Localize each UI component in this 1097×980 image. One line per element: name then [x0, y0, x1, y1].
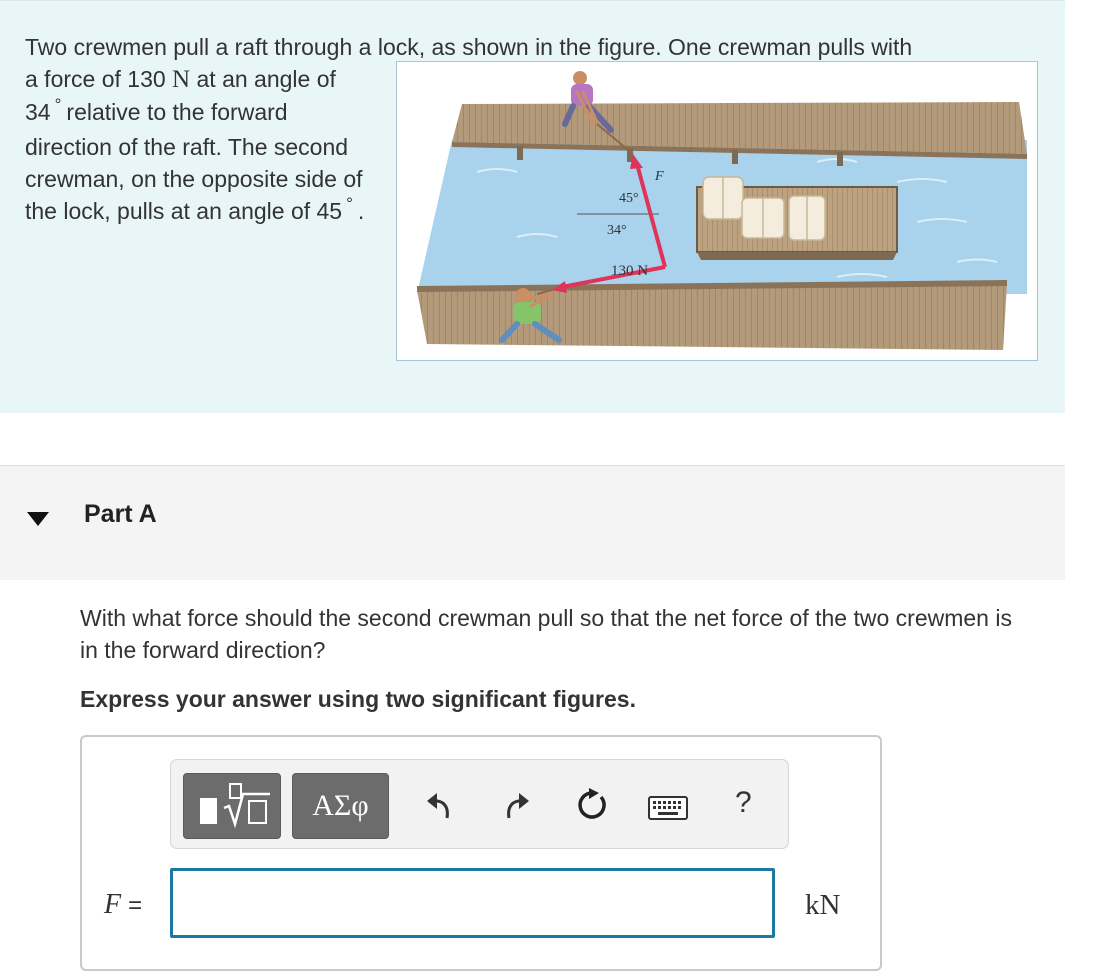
redo-icon[interactable]	[501, 790, 531, 820]
help-button[interactable]: ?	[735, 786, 752, 819]
force-unit: N	[172, 66, 191, 93]
degree-symbol-2: °	[346, 194, 353, 213]
problem-text-b: at an angle of 34	[25, 66, 336, 125]
problem-text-c: relative to the forward direction of the raft. The second crewman, on the opposite side of the lock, pulls at an angle of 45	[25, 99, 363, 224]
answer-variable: F	[104, 889, 122, 920]
templates-button[interactable]	[183, 773, 281, 839]
keyboard-icon[interactable]	[648, 796, 688, 820]
lock-figure	[396, 61, 1038, 361]
problem-text-lead: Two crewmen pull a raft through a lock, as shown in the figure. One crewman pulls with	[25, 34, 913, 60]
collapse-triangle-icon[interactable]	[25, 508, 51, 530]
question-text: With what force should the second crewman pull so that the net force of the two crewmen is in the forward direction?	[80, 605, 1012, 663]
part-a-header[interactable]	[0, 465, 1065, 580]
problem-text-end: .	[357, 198, 365, 224]
answer-variable-label	[104, 889, 142, 921]
math-toolbar	[170, 759, 789, 849]
label-force-f: F	[655, 169, 664, 184]
answer-box	[80, 735, 882, 971]
greek-symbols-button[interactable]: ΑΣφ	[292, 773, 389, 839]
label-magnitude: 130 N	[611, 263, 649, 279]
answer-instruction: Express your answer using two significant figures.	[80, 686, 636, 712]
part-title: Part A	[84, 500, 157, 528]
problem-text-body	[25, 63, 380, 230]
undo-icon[interactable]	[425, 790, 455, 820]
problem-text-a: a force of 130	[25, 66, 166, 92]
templates-icon	[184, 774, 280, 838]
equals-sign: =	[128, 892, 143, 919]
label-angle-34: 34°	[607, 223, 627, 238]
answer-unit: kN	[805, 889, 841, 921]
answer-input[interactable]	[170, 868, 775, 938]
degree-symbol-1: °	[54, 95, 62, 114]
label-angle-45: 45°	[619, 191, 639, 206]
raft-edge	[697, 252, 897, 260]
reset-icon[interactable]	[575, 788, 609, 822]
lock-figure-illustration	[397, 62, 1037, 360]
problem-statement	[0, 0, 1065, 413]
